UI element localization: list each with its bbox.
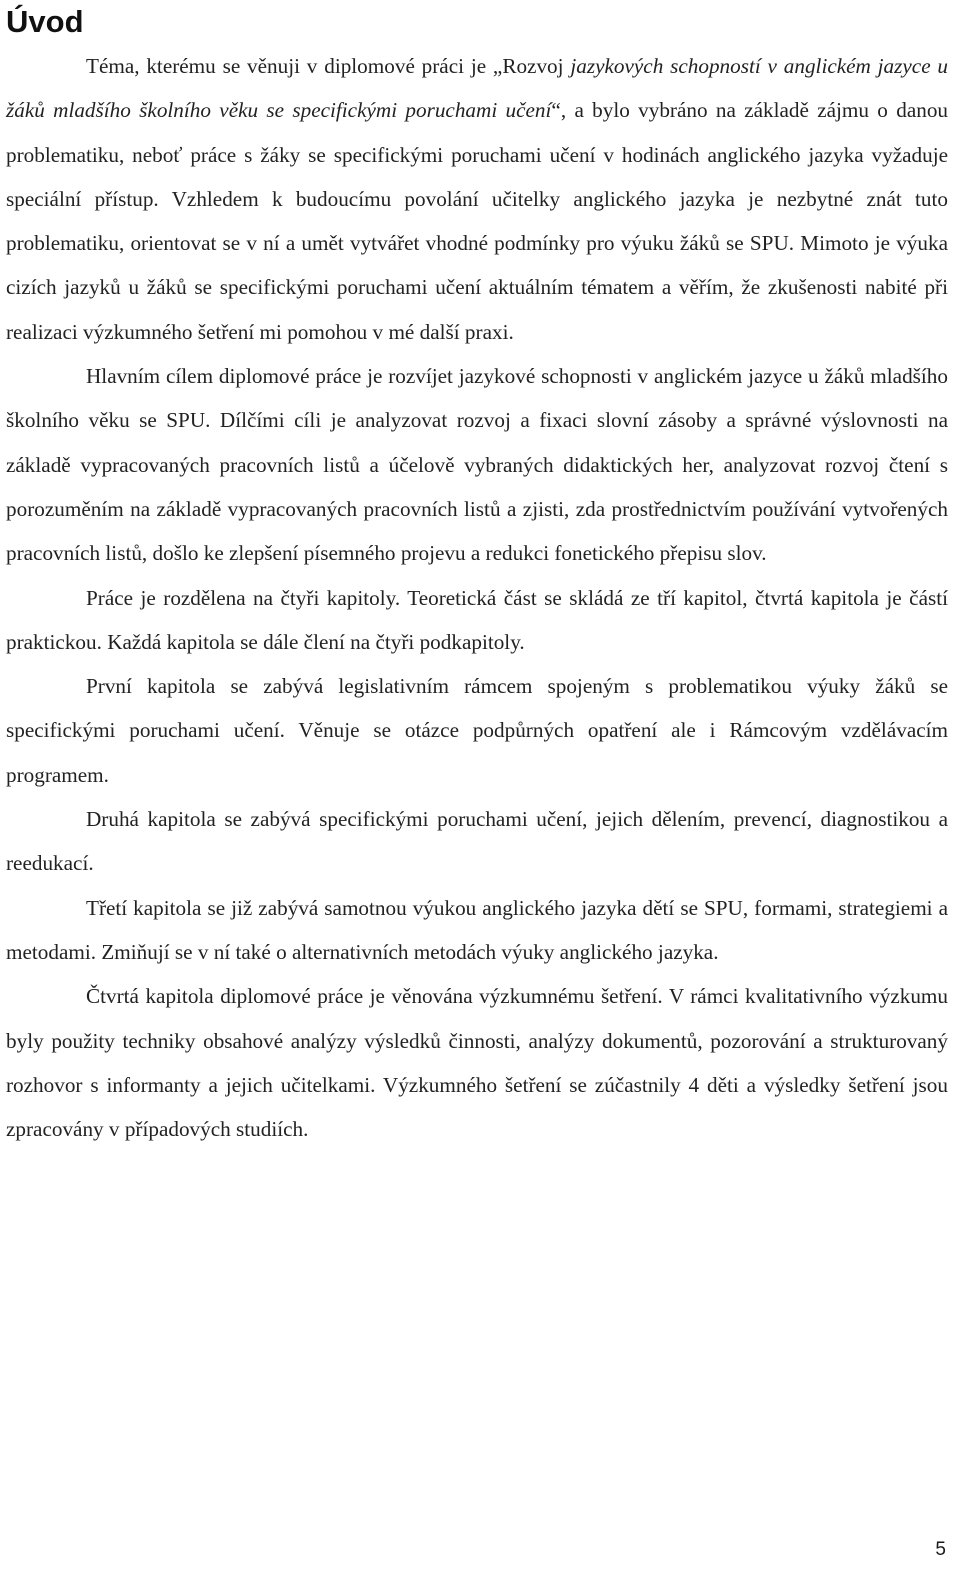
paragraph-goals: Hlavním cílem diplomové práce je rozvíjet jazykové schopnosti v anglickém jazyce u žáků mladšího školního věku se SPU. Dílčími cíli je analyzovat rozvoj a fixaci slovní zásoby a správné výslovnosti na základě vypracovaných pracovních listů a účelově vybraných didaktických her, analyzovat rozvoj čtení s porozuměním na základě vypracovaných pracovních listů a zjisti, zda prostřednictvím používání vytvořených pracovních listů, došlo ke zlepšení písemného projevu a redukci fonetického přepisu slov. (6, 364, 948, 566)
paragraph-chapter-4: Čtvrtá kapitola diplomové práce je věnována výzkumnému šetření. V rámci kvalitativního výzkumu byly použity techniky obsahové analýzy výsledků činnosti, analýzy dokumentů, pozorování a strukturovaný rozhovor s informanty a jejich učitelkami. Výzkumného šetření se zúčastnily 4 děti a výsledky šetření jsou zpracovány v případových studiích. (6, 984, 948, 1142)
paragraph-intro-rest: “, a bylo vybráno na základě zájmu o danou problematiku, neboť práce s žáky se specifickými poruchami učení v hodinách anglického jazyka vyžaduje speciální přístup. Vzhledem k budoucímu povolání učitelky anglického jazyka je nezbytné znát tuto problematiku, orientovat se v ní a umět vytvářet vhodné podmínky pro výuku žáků se SPU. Mimoto je výuka cizích jazyků u žáků se specifickými poruchami učení aktuálním tématem a věřím, že zkušenosti nabité při realizaci výzkumného šetření mi pomohou v mé další praxi. (6, 98, 949, 344)
paragraph-chapter-3: Třetí kapitola se již zabývá samotnou výukou anglického jazyka dětí se SPU, formami, strategiemi a metodami. Zmiňují se v ní také o alternativních metodách výuky anglického jazyka. (6, 895, 948, 964)
paragraph-intro (6, 44, 948, 354)
paragraph-intro-lead: Téma, kterému se věnuji v diplomové práci je „Rozvoj (86, 54, 571, 78)
paragraph-chapter-2: Druhá kapitola se zabývá specifickými poruchami učení, jejich dělením, prevencí, diagnostikou a reedukací. (6, 807, 948, 876)
page-number: 5 (935, 1539, 946, 1560)
paragraph-chapter-1: První kapitola se zabývá legislativním rámcem spojeným s problematikou výuky žáků se specifickými poruchami učení. Věnuje se otázce podpůrných opatření ale i Rámcovým vzdělávacím programem. (6, 674, 948, 787)
thesis-title: jazykových schopností v anglickém jazyce u žáků mladšího školního věku se specifickými poruchami učení (6, 54, 949, 123)
paragraph-structure: Práce je rozdělena na čtyři kapitoly. Teoretická část se skládá ze tří kapitol, čtvrtá kapitola je částí praktickou. Každá kapitola se dále člení na čtyři podkapitoly. (6, 585, 948, 654)
section-heading: Úvod (6, 4, 84, 39)
body-text (6, 44, 948, 1151)
